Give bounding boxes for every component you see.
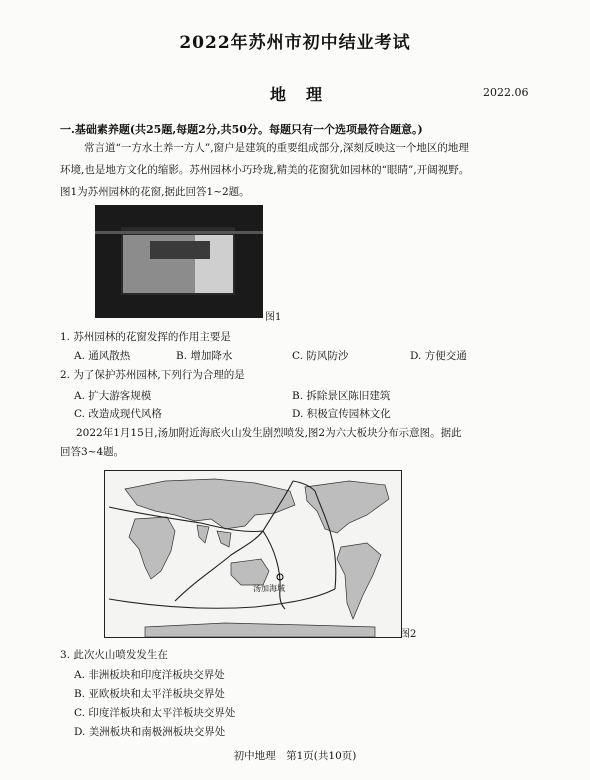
q3-stem: 3. 此次火山喷发发生在 bbox=[60, 649, 168, 661]
garden-window-photo bbox=[95, 205, 263, 318]
intro2-line-1: 2022年1月15日,汤加附近海底火山发生剧烈喷发,图2为六大板块分布示意图。据此 bbox=[76, 427, 462, 439]
africa bbox=[129, 517, 175, 579]
q1-option-a: A. 通风散热 bbox=[74, 350, 131, 362]
fig2-label: 图2 bbox=[400, 629, 417, 640]
intro-line-3: 图1为苏州园林的花窗,据此回答1~2题。 bbox=[60, 186, 250, 198]
q3-option-d: D. 美洲板块和南极洲板块交界处 bbox=[74, 726, 226, 738]
q2-option-a: A. 扩大游客规模 bbox=[74, 390, 152, 402]
south-america bbox=[337, 543, 381, 619]
photo-pavilion bbox=[150, 241, 210, 259]
q1-option-b: B. 增加降水 bbox=[176, 350, 233, 362]
north-america bbox=[305, 481, 389, 533]
section-heading: 一.基础素养题(共25题,每题2分,共50分。每题只有一个选项最符合题意。) bbox=[60, 123, 423, 136]
q2-stem: 2. 为了保护苏州园林,下列行为合理的是 bbox=[60, 369, 245, 381]
australia bbox=[231, 559, 269, 585]
plate-map-svg bbox=[105, 471, 401, 637]
tonga-label: 汤加海域 bbox=[253, 584, 285, 593]
q2-option-b: B. 拆除景区陈旧建筑 bbox=[292, 390, 391, 402]
q1-option-c: C. 防风防沙 bbox=[292, 350, 349, 362]
q1-stem: 1. 苏州园林的花窗发挥的作用主要是 bbox=[60, 331, 231, 343]
q3-option-b: B. 亚欧板块和太平洋板块交界处 bbox=[74, 688, 225, 700]
q2-option-c: C. 改造成现代风格 bbox=[74, 408, 162, 420]
fig1-label: 图1 bbox=[265, 312, 282, 323]
antarctica bbox=[145, 623, 375, 637]
intro-line-2: 环境,也是地方文化的缩影。苏州园林小巧玲珑,精美的花窗犹如园林的“眼睛”,开阔视野。 bbox=[60, 164, 470, 176]
exam-title: 2022年苏州市初中结业考试 bbox=[179, 33, 411, 53]
q2-option-d: D. 积极宣传园林文化 bbox=[292, 408, 391, 420]
intro2-line-2: 回答3~4题。 bbox=[60, 446, 125, 458]
page-footer: 初中地理 第1页(共10页) bbox=[233, 750, 357, 762]
plate-boundary-4 bbox=[109, 589, 335, 608]
subject-title: 地理 bbox=[270, 85, 343, 104]
q3-option-c: C. 印度洋板块和太平洋板块交界处 bbox=[74, 707, 236, 719]
q3-option-a: A. 非洲板块和印度洋板块交界处 bbox=[74, 669, 225, 681]
plate-map bbox=[104, 470, 402, 638]
q1-option-d: D. 方便交通 bbox=[410, 350, 467, 362]
exam-date: 2022.06 bbox=[483, 86, 529, 99]
intro-line-1: 常言道“一方水土养一方人”,窗户是建筑的重要组成部分,深刻反映这一个地区的地理 bbox=[84, 142, 469, 154]
